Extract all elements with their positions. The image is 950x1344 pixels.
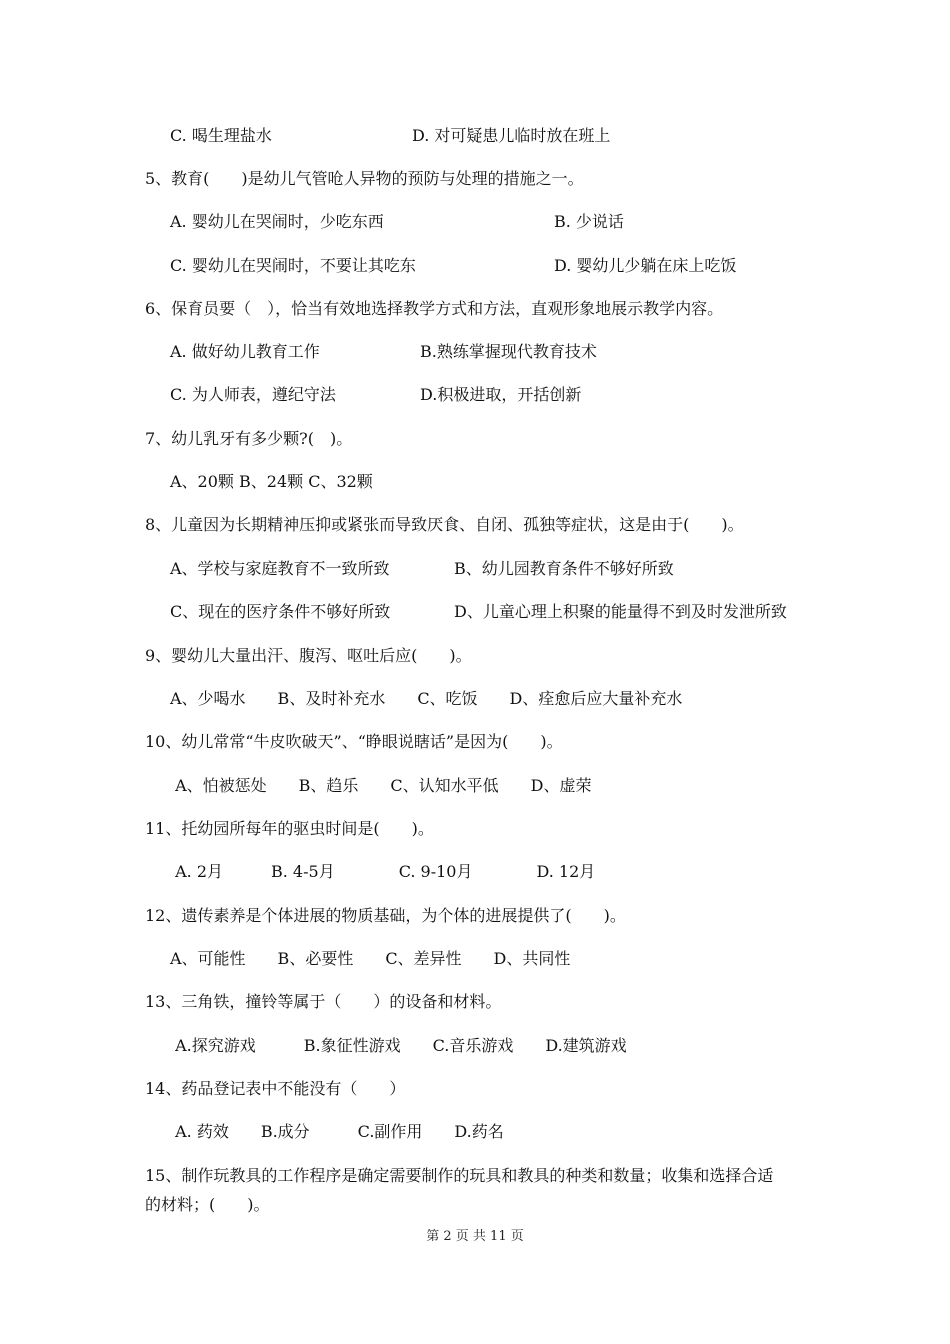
q4-option-c: C. 喝生理盐水 (170, 126, 272, 145)
q5-option-c: C. 婴幼儿在哭闹时，不要让其吃东 (170, 256, 416, 275)
question-12: 12、遗传素养是个体进展的物质基础，为个体的进展提供了( )。 (145, 906, 626, 925)
q5-option-a: A. 婴幼儿在哭闹时，少吃东西 (170, 212, 384, 231)
question-7: 7、幼儿乳牙有多少颗?( )。 (145, 429, 353, 448)
q8-option-c: C、现在的医疗条件不够好所致 (170, 602, 391, 621)
q6-option-d: D.积极进取，开括创新 (420, 385, 582, 404)
q14-options: A. 药效 B.成分 C.副作用 D.药名 (170, 1122, 504, 1141)
q13-options: A.探究游戏 B.象征性游戏 C.音乐游戏 D.建筑游戏 (170, 1036, 627, 1055)
q5-option-b: B. 少说话 (554, 212, 624, 231)
question-15-continued: 的材料；( )。 (145, 1195, 270, 1214)
question-10: 10、幼儿常常“牛皮吹破天”、“睁眼说瞎话”是因为( )。 (145, 732, 563, 751)
question-9: 9、婴幼儿大量出汗、腹泻、呕吐后应( )。 (145, 646, 472, 665)
q8-option-d: D、儿童心理上积聚的能量得不到及时发泄所致 (454, 602, 787, 621)
page-footer: 第 2 页 共 11 页 (426, 1229, 524, 1244)
q7-options: A、20颗 B、24颗 C、32颗 (170, 472, 373, 491)
q6-option-c: C. 为人师表，遵纪守法 (170, 385, 336, 404)
q6-option-a: A. 做好幼儿教育工作 (170, 342, 320, 361)
q4-option-d: D. 对可疑患儿临时放在班上 (412, 126, 611, 145)
q5-option-d: D. 婴幼儿少躺在床上吃饭 (554, 256, 737, 275)
question-6: 6、保育员要（ ），恰当有效地选择教学方式和方法，直观形象地展示教学内容。 (145, 299, 724, 318)
question-13: 13、三角铁，撞铃等属于（ ）的设备和材料。 (145, 992, 502, 1011)
question-15: 15、制作玩教具的工作程序是确定需要制作的玩具和教具的种类和数量；收集和选择合适 (145, 1166, 774, 1185)
q8-option-b: B、幼儿园教育条件不够好所致 (454, 559, 674, 578)
q12-options: A、可能性 B、必要性 C、差异性 D、共同性 (170, 949, 571, 968)
q6-option-b: B.熟练掌握现代教育技术 (420, 342, 597, 361)
q11-options: A. 2月 B. 4-5月 C. 9-10月 D. 12月 (170, 862, 596, 881)
q9-options: A、少喝水 B、及时补充水 C、吃饭 D、痊愈后应大量补充水 (170, 689, 683, 708)
q8-option-a: A、学校与家庭教育不一致所致 (170, 559, 390, 578)
q10-options: A、怕被惩处 B、趋乐 C、认知水平低 D、虚荣 (170, 776, 592, 795)
question-8: 8、儿童因为长期精神压抑或紧张而导致厌食、自闭、孤独等症状，这是由于( )。 (145, 515, 744, 534)
question-14: 14、药品登记表中不能没有（ ） (145, 1079, 406, 1098)
question-11: 11、托幼园所每年的驱虫时间是( )。 (145, 819, 434, 838)
question-5: 5、教育( )是幼儿气管呛人异物的预防与处理的措施之一。 (145, 169, 584, 188)
